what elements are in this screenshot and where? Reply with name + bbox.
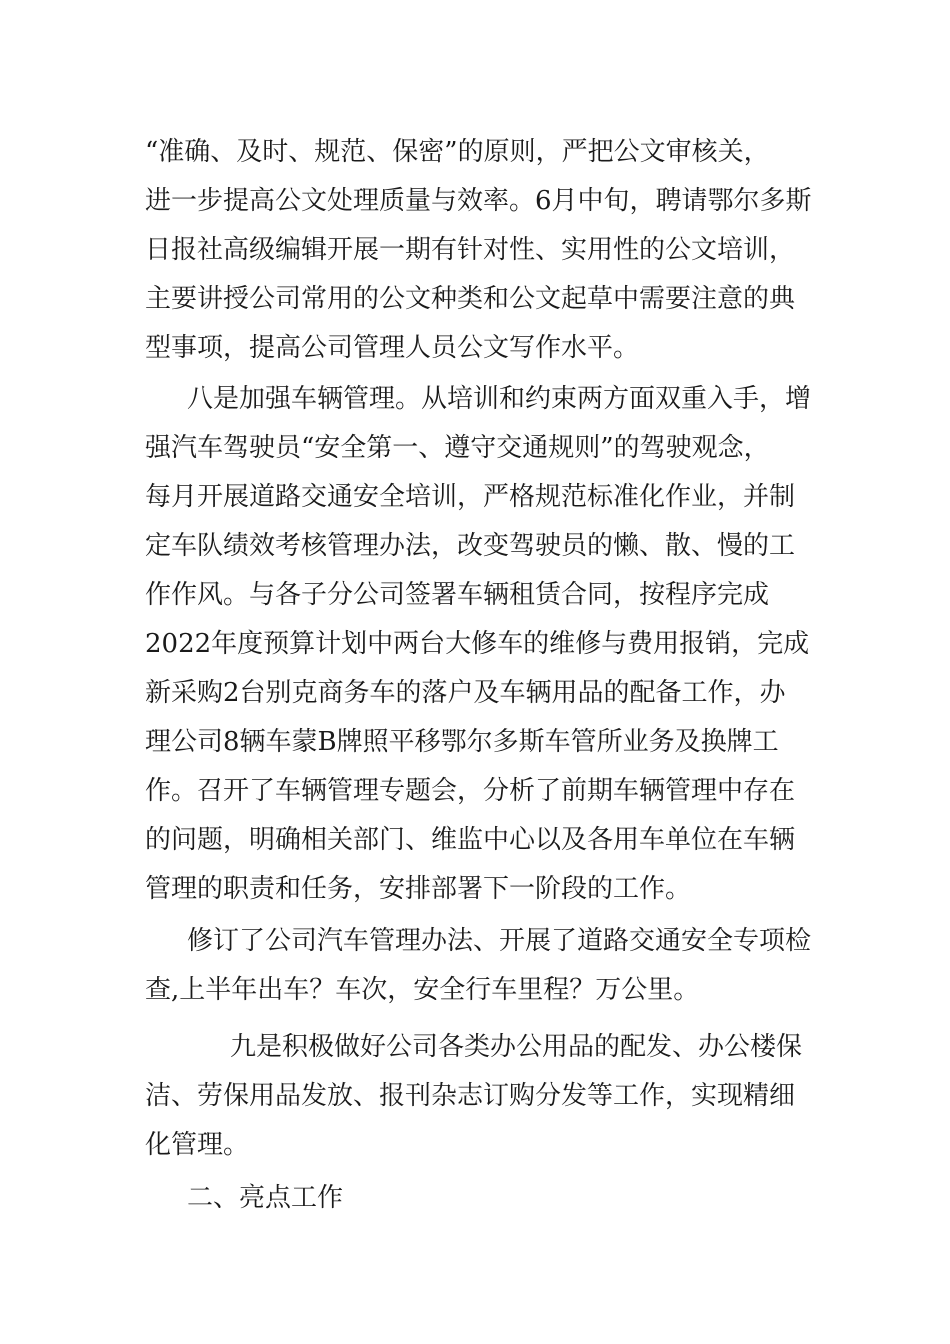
text-line: 定车队绩效考核管理办法，改变驾驶员的懒、散、慢的工 bbox=[145, 531, 796, 561]
text-line: 作。召开了车辆管理专题会，分析了前期车辆管理中存在 bbox=[145, 776, 796, 806]
text-line: 洁、劳保用品发放、报刊杂志订购分发等工作，实现精细 bbox=[145, 1081, 796, 1111]
text-line: 作作风。与各子分公司签署车辆租赁合同，按程序完成 bbox=[145, 580, 770, 610]
text-line: 化管理。 bbox=[145, 1130, 250, 1160]
text-line: 八是加强车辆管理。从培训和约束两方面双重入手，增 bbox=[187, 384, 812, 414]
text-line: 主要讲授公司常用的公文种类和公文起草中需要注意的典 bbox=[145, 284, 796, 314]
section-heading: 二、亮点工作 bbox=[187, 1183, 344, 1213]
text-line: 进一步提高公文处理质量与效率。6月中旬，聘请鄂尔多斯 bbox=[145, 186, 812, 216]
text-line: 2022年度预算计划中两台大修车的维修与费用报销，完成 bbox=[145, 629, 810, 659]
text-line: 新采购2台别克商务车的落户及车辆用品的配备工作，办 bbox=[145, 678, 786, 708]
text-line: 管理的职责和任务，安排部署下一阶段的工作。 bbox=[145, 874, 692, 904]
text-line: “准确、及时、规范、保密”的原则，严把公文审核关， bbox=[145, 137, 770, 167]
text-line: 理公司8辆车蒙B牌照平移鄂尔多斯车管所业务及换牌工 bbox=[145, 727, 779, 757]
text-line: 型事项，提高公司管理人员公文写作水平。 bbox=[145, 333, 640, 363]
text-line: 九是积极做好公司各类办公用品的配发、办公楼保 bbox=[230, 1032, 803, 1062]
text-line: 每月开展道路交通安全培训，严格规范标准化作业，并制 bbox=[145, 482, 796, 512]
text-line: 日报社高级编辑开展一期有针对性、实用性的公文培训， bbox=[145, 235, 796, 265]
text-line: 强汽车驾驶员“安全第一、遵守交通规则”的驾驶观念， bbox=[145, 433, 770, 463]
text-line: 修订了公司汽车管理办法、开展了道路交通安全专项检 bbox=[187, 926, 812, 956]
text-line: 查,上半年出车？车次，安全行车里程？万公里。 bbox=[145, 975, 700, 1005]
text-line: 的问题，明确相关部门、维监中心以及各用车单位在车辆 bbox=[145, 825, 796, 855]
